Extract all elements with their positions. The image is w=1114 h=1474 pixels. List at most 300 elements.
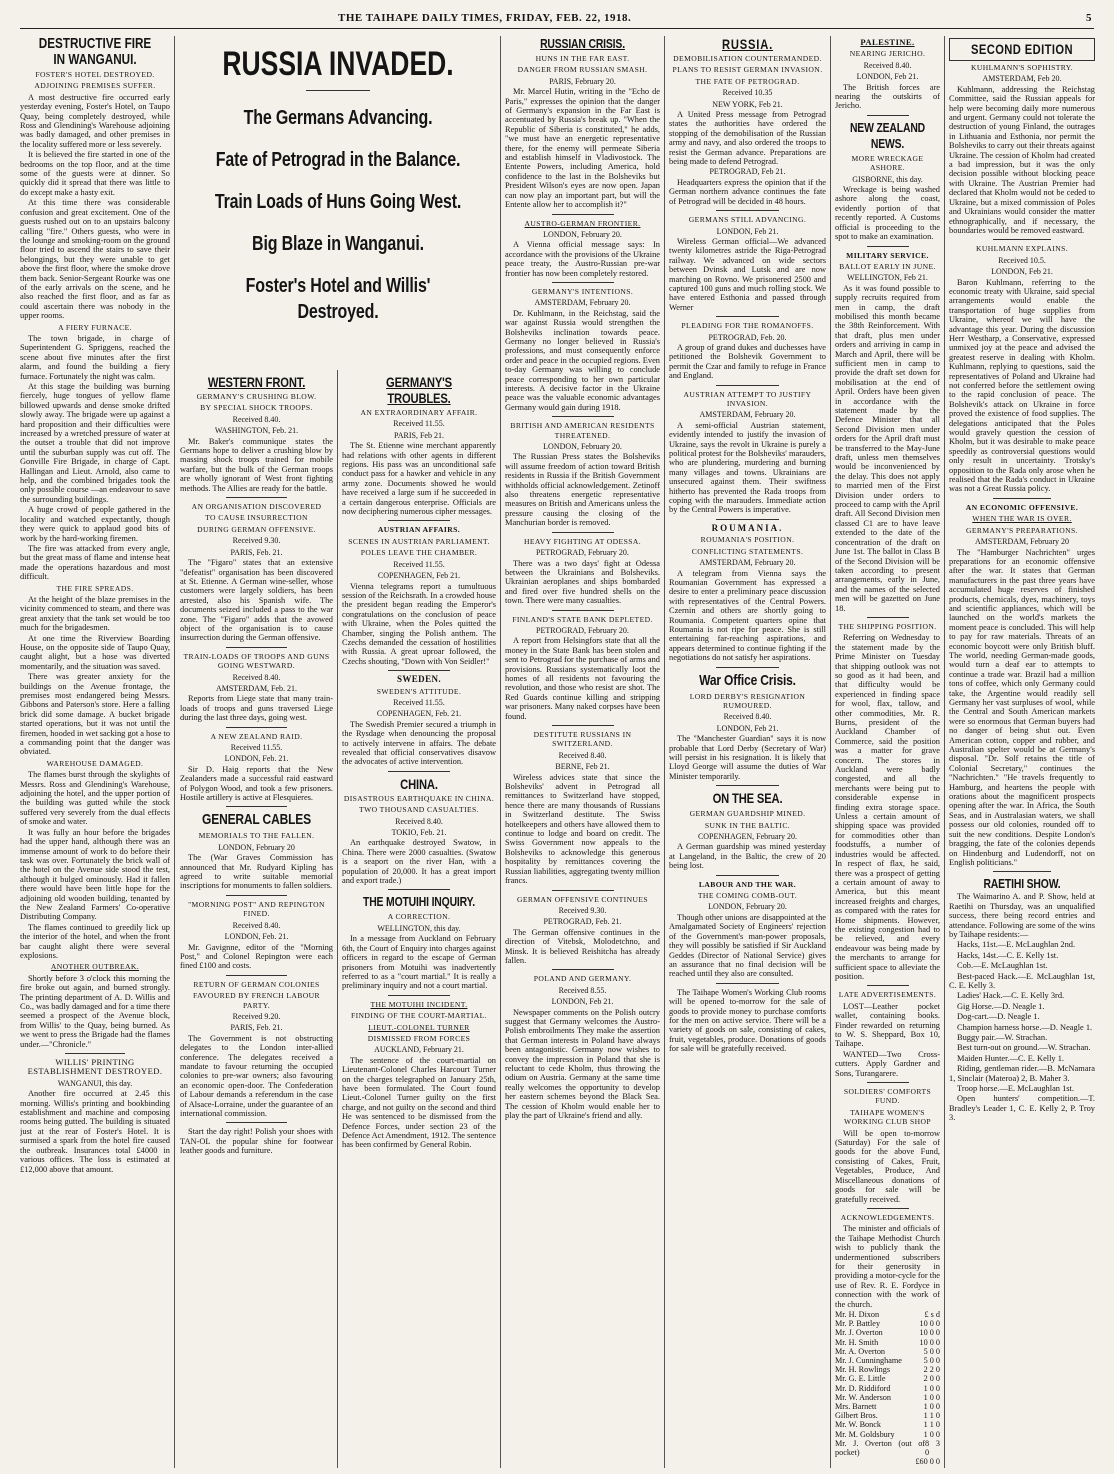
- divider: [226, 895, 287, 896]
- article-paragraph: Wireless German official—We advanced twenty kilometres astride the Riga-Petrograd railway. We advanced on wide sectors between Dvinsk and Lutsk and are now marching on Rovno. We prisonered 2500 and captured 100 guns and much rolling stock. We have entered Esthonia and passed through Werner: [669, 236, 826, 312]
- headline: GERMANY'S TROUBLES.: [386, 374, 452, 406]
- headline: ON THE SEA.: [712, 790, 783, 807]
- column-6: [835, 36, 940, 1468]
- banner-line: Foster's Hotel and Willis' Destroyed.: [245, 275, 431, 323]
- donor-amount: 1 0 0: [923, 1392, 940, 1402]
- donor-row: [835, 1347, 940, 1356]
- headline: WESTERN FRONT.: [207, 374, 306, 390]
- dateline: PARIS, February 20.: [549, 76, 616, 86]
- subhead: THE MOTUIHI INCIDENT.: [370, 999, 468, 1009]
- article-paragraph: An earthquake destroyed Swatow, in China. There were 2000 casualties. (Swatow is a seaport on the river Han, with a population of 20,000. It has a great import and export trade.): [342, 838, 496, 886]
- received-time: Received 11.55.: [393, 697, 445, 707]
- article-paragraph: In a message from Auckland on February 6th, the Court of Enquiry into charges against officers in regard to the escape of German prisoners from Motuihi was inadvertently referred to as a "court martial." It is really a preliminary inquiry and not a court martial.: [342, 934, 496, 991]
- subhead: THE FIRE SPREADS.: [56, 583, 134, 593]
- divider: [226, 806, 287, 807]
- divider: [388, 889, 450, 890]
- donor-row: [835, 1365, 940, 1374]
- article-paragraph: The St. Etienne wine merchant apparently had relations with other agents in different regions. His pass was an unconditional safe conduct pass for a hawker and vehicle in any army zone. Documents showed he would have received a large sum if he succeeded in a certain dangerous enterprise. Officials are now deciphering numerous cipher messages.: [342, 441, 496, 517]
- headline: RAETIHI SHOW.: [983, 876, 1061, 892]
- article-paragraph: A group of grand dukes and duchesses have petitioned the Bolshevik Government to permit the Czar and family to refuge in France and England.: [669, 342, 826, 381]
- show-result: Best turn-out on ground.—W. Strachan.: [957, 1043, 1091, 1053]
- classified-ad: WANTED—Two Cross-cutters. Apply Gardner and Sons, Turangarere.: [835, 1049, 940, 1078]
- dateline: NEW YORK, Feb 21.: [712, 99, 783, 109]
- divider: [226, 497, 287, 498]
- received-time: Received 8.55.: [558, 985, 607, 995]
- dateline: COPENHAGEN, Feb. 21.: [376, 709, 462, 719]
- subhead: DISMISSED FROM FORCES: [367, 1033, 471, 1043]
- received-time: Received 8.40.: [232, 920, 281, 930]
- article-paragraph: At the height of the blaze premises in the vicinity commenced to steam, and there was great anxiety that the tank set would be too much for the brigadesmen.: [20, 594, 170, 633]
- subhead: HUNS IN THE FAR EAST.: [535, 54, 630, 63]
- subhead: POLES LEAVE THE CHAMBER.: [360, 548, 478, 558]
- article-paragraph: Mr. Gavignne, editor of the "Morning Post," and Colonel Repington were each fined £100 and costs.: [180, 942, 333, 971]
- article-paragraph: Newspaper comments on the Polish outcry suggest that Germany welcomes the Austro-Polish embroilments They make the assertion that German interests in Poland have always been antagonistic. Germany now wishes to convey the impression in Poland that she is reluctant to cede Kholm, thus throwing the odium on Austria. Germany at the same time really welcomes the opportunity to develop her eastern schemes beyond the Black Sea. The cession of Kholm would enable her to play the part of Ukraine's friend and ally.: [505, 1007, 660, 1121]
- divider: [552, 282, 614, 283]
- show-result: Maiden Hunter.—C. E. Kelly 1.: [957, 1053, 1064, 1063]
- subhead: LORD DERBY'S RESIGNATION RUMOURED.: [689, 691, 806, 710]
- donor-name: Mr. H. Dixon: [835, 1309, 880, 1319]
- dateline: AMSTERDAM, February 20.: [699, 410, 796, 420]
- article-paragraph: The Government is not obstructing delegates to the London inter-allied conference. The delegates received a mandate to favour returning the occupied colonies to pre-war owners; also favouring an economic open-door. The Confederation of Labour demands a referendum in the case of Alsace-Lorraine, under the guarantee of an international commission.: [180, 1033, 333, 1118]
- dateline: AMSTERDAM, February 20.: [534, 298, 631, 308]
- received-time: Received 8.40.: [723, 712, 772, 722]
- article-paragraph: The "Manchester Guardian" says it is now probable that Lord Derby (Secretary of War) will persist in his resignation. It is likely that Lloyd George will assume the duties of War Minister temporarily.: [669, 734, 826, 781]
- donor-row: [835, 1310, 940, 1319]
- column-7: [949, 36, 1095, 1468]
- dateline: LONDON, Feb 21.: [716, 723, 779, 733]
- subhead: NEARING JERICHO.: [849, 49, 926, 59]
- dateline: PARIS, Feb. 21.: [230, 547, 283, 557]
- dateline: LONDON, Feb. 21.: [224, 754, 289, 764]
- column-1: [20, 36, 170, 1468]
- show-result: Troop horse.—E. McLaughlan 1st.: [957, 1084, 1074, 1094]
- subhead: DANGER FROM RUSSIAN SMASH.: [517, 65, 648, 75]
- subhead: DURING GERMAN OFFENSIVE.: [197, 524, 316, 534]
- banner-line: Train Loads of Huns Going West.: [214, 191, 462, 213]
- dateline: PETROGRAD, Feb. 20.: [708, 332, 787, 342]
- article-paragraph: Referring on Wednesday to the statement made by the Prime Minister on Tuesday that shipping outlook was not so good as it had been, and that difficulty would be experienced in finding space for wool, flax, tallow, and other commodities, Mr. R. Burns, president of the Auckland Chamber of Commerce, said the position was a matter for grave concern. The stores in Auckland were badly congested, and all the merchants were being put to considerable expense in finding extra storage space. Unless a certain amount of shipping space was provided for commodities other than foodstuffs, a number of industries would be affected. In respect of flax, he said, there was a prospect of getting a certain amount of away to America, but this meant increased freights and charges, as compared with the rates for Home shipments. However, the existing congestion had to be relieved, and every endeavour was being made by the merchants to arrange for sufficient space to alleviate the position.: [835, 633, 940, 981]
- column-rule: [337, 370, 338, 1468]
- divider: [552, 532, 614, 533]
- donor-amount: £ s d: [924, 1309, 940, 1319]
- received-time: Received 10.5.: [998, 255, 1046, 265]
- article-paragraph: Reports from Liege state that many train-loads of troops and guns traversed Liege during the last three days, going west.: [180, 694, 333, 723]
- subhead: GERMAN GUARDSHIP MINED.: [689, 809, 806, 819]
- subhead: GERMANY'S CRUSHING BLOW.: [196, 392, 317, 401]
- donor-amount: 5 0 0: [923, 1346, 940, 1356]
- dateline: LONDON, Feb 21.: [991, 267, 1053, 277]
- divider: [716, 875, 779, 876]
- article-paragraph: There was greater anxiety for the buildings on the Avenue frontage, the premises most endangered being Messrs. Gibbons and Paterson's store. Here a falling brick did some damage. A bucket brigade started operations, but it was not until the firemen, hooded in wet sacking got a hose to a commanding point that the danger was obviated.: [20, 672, 170, 757]
- article-paragraph: The Taihape Women's Working Club rooms will be opened to-morrow for the sale of goods to provide money to purchase comforts for the men on active service. There will be a variety of goods on sale, consisting of cakes, fruit, vegetables, produce. Donations of goods for sale will be gratefully received.: [669, 987, 826, 1054]
- dateline: AMSTERDAM, Feb 20.: [982, 74, 1062, 84]
- article-paragraph: Kuhlmann, addressing the Reichstag Committee, said the Russian appeals for help were becoming daily more numerous and urgent. Germany could not tolerate the destruction of young Finland, the outrages in Lithuania and Esthonia, nor permit the Bolsheviks to carry out their threats against Ukraine. The cession of Kholm had created a bad impression, but it was the only decision possible without blocking peace with Ukraine. The Austrian Premier had declared that Kholm would not be ceded to Ukraine, but a mixed commission of Poles and Ukrainians would consider the matter ethnographically, and if necessary, the boundaries would be removed eastward.: [949, 84, 1095, 235]
- dateline: WASHINGTON, Feb. 21.: [214, 426, 299, 436]
- divider: [993, 239, 1051, 240]
- subhead: MORE WRECKAGE ASHORE.: [851, 153, 924, 173]
- donor-amount: 1 0 0: [923, 1383, 940, 1393]
- donor-row: [835, 1374, 940, 1383]
- article-paragraph: The flames burst through the skylights of Messrs. Ross and Glendining's Warehouse, adjoining the hotel, and the upper portion of the building was gutted while the stock suffered very severely from the dual effects of smoke and water.: [20, 770, 170, 827]
- article-paragraph: The minister and officials of the Taihape Methodist Church wish to publicly thank the undermentioned subscribers for their generosity in providing a motor-cycle for the use of Rev. R. E. Fordyce in connection with the work of the church.: [835, 1224, 940, 1309]
- column-5: [669, 36, 826, 1468]
- article-paragraph: Sir D. Haig reports that the New Zealanders made a successful raid eastward of Polygon Wood, and took a few prisoners. Hostile artillery is active at Flesquieres.: [180, 764, 333, 803]
- subhead: DESTITUTE RUSSIANS IN SWITZERLAND.: [533, 730, 632, 749]
- subhead: TAIHAPE WOMEN'S WORKING CLUB SHOP: [844, 1107, 931, 1127]
- dateline: PARIS, Feb. 21.: [230, 1023, 283, 1033]
- received-time: Received 8.40.: [395, 816, 443, 826]
- banner-line: The Germans Advancing.: [243, 107, 433, 129]
- front-banner: [180, 36, 496, 366]
- article-paragraph: Mr. Baker's communique states the Germans hope to deliver a crushing blow by massing shock troops trained for mobile warfare, but the bulk of the German troops are wholly ignorant of West front fighting methods. The Allies are ready for the battle.: [180, 436, 333, 493]
- divider: [65, 1053, 125, 1054]
- donor-amount: 2 0 0: [923, 1374, 940, 1384]
- donor-name: Mr. D. Riddiford: [835, 1383, 891, 1393]
- donor-name: Mr. P. Battley: [835, 1319, 881, 1329]
- column-rule: [174, 36, 175, 1468]
- page-number: 5: [1086, 12, 1092, 24]
- show-result: Cob.—E. McLaughlan 1st.: [957, 961, 1048, 971]
- article-paragraph: Baron Kuhlmann, referring to the economic treaty with Ukraine, said special arrangements would enable the transportation of huge supplies from Ukraine, whereof we will have the advantage this year. During the discussion Herr Westharp, a Conservative, expressed unmixed joy at the peace and advised the greatest reserve in dealing with Kholm. Kuhlmann, replying to questions, said the representatives of Poland and Ukraine had not conferred before the settlement owing to the rapid conclusion of peace. The Bolshevik's attack on Ukraine in force proved the existence of food supplies. The delegations anticipated that the Poles would gravely question the cession of Kholm, but it was desirable to make peace speedily as controversial questions would only result in uncertainty. Trotsky's opposition to the Rada only arose when he realised that the Rada's conduct in Ukraine was not a Great Russia policy.: [949, 277, 1095, 494]
- article-paragraph: Though other unions are disappointed at the Amalgamated Society of Engineers' rejection of the Government's man-power proposals, they will possibly be satisfied if Sir Auckland Geddes (Director of National Service) gives an assurance that no final decision will be reached until they also are consulted.: [669, 912, 826, 979]
- divider: [867, 985, 909, 986]
- divider: [388, 995, 450, 996]
- show-result: Open hunters' competition.—T. Bradley's Leader 1, C. E. Kelly 2, P. Troy 3.: [949, 1094, 1095, 1123]
- donor-row: [835, 1319, 940, 1328]
- divider: [552, 416, 614, 417]
- donor-row: [835, 1356, 940, 1365]
- dateline: LONDON, Feb 21.: [716, 226, 779, 236]
- headline: CHINA.: [400, 775, 438, 792]
- donor-name: Mr. J. Overton (out of pocket): [835, 1438, 926, 1458]
- subhead: CONFLICTING STATEMENTS.: [691, 546, 804, 556]
- donor-name: Mr. H. Smith: [835, 1337, 879, 1347]
- divider: [867, 617, 909, 618]
- headline: THE MOTUIHI INQUIRY.: [363, 894, 475, 910]
- article-paragraph: Mr. Marcel Hutin, writing in the "Echo de Paris," expresses the opinion that the danger of Germany's expansion in the Far East is accentuated by Russia's break up. "When the Republic of Siberia is constituted," he adds, "we must have an energetic representative there, for the enemy will permeate Siberia and establish himself in Vladivostock. The Entente Powers, including America, hold confidence to the last in the Bolsheviks but President Wilson's eyes are now open. Japan can now play an important part, but will the Entente allow her to accomplish it?": [505, 87, 660, 210]
- subhead: BRITISH AND AMERICAN RESIDENTS THREATENED.: [510, 421, 655, 440]
- dateline: LONDON, Feb. 21.: [224, 932, 289, 942]
- divider: [716, 385, 779, 386]
- subhead: DISASTROUS EARTHQUAKE IN CHINA.: [343, 793, 495, 803]
- article-paragraph: A telegram from Vienna says the Roumanian Government has expressed a desire to enter a preliminary peace discussion with representatives of the Central Powers. Czernin and others are shortly going to Roumania. Competent quarters opine that Roumania is not ripe for peace. She is still entertaining far-reaching aspirations, and appears determined to continue fighting if the negotiations do not satisfy her aspirations.: [669, 568, 826, 663]
- divider: [716, 316, 779, 317]
- subhead: ACKNOWLEDGEMENTS.: [840, 1212, 935, 1222]
- donor-name: Mr. J. Overton: [835, 1328, 883, 1338]
- column-3: [342, 374, 496, 1468]
- divider: [226, 647, 287, 648]
- divider: [552, 969, 614, 970]
- divider: [226, 1122, 287, 1123]
- headline: SECOND EDITION: [970, 41, 1074, 57]
- divider: [552, 725, 614, 726]
- second-edition-box: [949, 38, 1095, 61]
- subhead: AUSTRIAN AFFAIRS.: [377, 525, 461, 535]
- article-paragraph: There was a two days' fight at Odessa between the Ukrainians and Bolsheviks. Ukrainian aeroplanes and ships bombarded and fired over five hundred shells on the town. There were many casualties.: [505, 558, 660, 606]
- subhead: TWO THOUSAND CASUALTIES.: [359, 805, 479, 815]
- divider: [716, 519, 779, 520]
- column-rule: [664, 36, 665, 1468]
- dateline: TOKIO, Feb. 21.: [391, 828, 447, 838]
- divider: [716, 983, 779, 984]
- subhead: GERMANY'S PREPARATIONS.: [966, 525, 1078, 535]
- subhead: MEMORIALS TO THE FALLEN.: [198, 831, 315, 841]
- divider: [716, 210, 779, 211]
- subhead: WHEN THE WAR IS OVER.: [972, 514, 1072, 524]
- dateline: LONDON, February 20.: [543, 229, 622, 239]
- subhead: BALLOT EARLY IN JUNE.: [839, 261, 936, 271]
- divider: [867, 1082, 909, 1083]
- subhead: ADJOINING PREMISES SUFFER.: [34, 81, 156, 91]
- subhead: SWEDEN'S ATTITUDE.: [376, 686, 462, 696]
- divider: [552, 610, 614, 611]
- subhead: "MORNING POST" AND REPINGTON FINED.: [188, 899, 325, 919]
- headline-destructive-fire: DESTRUCTIVE FIRE IN WANGANUI.: [38, 36, 152, 68]
- subhead: AN ECONOMIC OFFENSIVE.: [965, 502, 1079, 512]
- article-paragraph: Vienna telegrams report a tumultuous session of the Reichsrath. In a crowded house the president began reading the Emperor's congratulations on the conclusion of peace with Ukraine, when the Poles quitted the Chamber, singing the Polish anthem. The Czechs demanded the cessation of hostilities with Russia. A great uproar followed, the Czechs shouting, "Down with Von Seidler!": [342, 581, 496, 666]
- headline: GENERAL CABLES: [202, 811, 311, 829]
- divider: [388, 670, 450, 671]
- divider: [716, 785, 779, 786]
- donor-row: [835, 1430, 940, 1439]
- banner-headline: RUSSIA INVADED.: [222, 45, 454, 83]
- subhead: WAREHOUSE DAMAGED.: [46, 758, 144, 768]
- article-paragraph: A huge crowd of people gathered in the locality and watched expectantly, though they were quick to applaud good bits of work by the hard-working firemen.: [20, 505, 170, 543]
- article-paragraph: Dr. Kuhlmann, in the Reichstag, said the war against Russia would strengthen the Bolsheviks inclination towards peace. Germany no longer believed in Russia's professions, and must consequently enforce order and peace in the occupied regions. Even to-day Germany was willing to conclude peace corresponding to her own particular interests. A decisive factor in the Ukraine peace was the valuable economic advantages Germany would gain during 1918.: [505, 308, 660, 412]
- divider: [552, 890, 614, 891]
- article-paragraph: A semi-official Austrian statement, evidently intended to justify the invasion of Ukraine, says the revolt in Ukraine is purely a political protest for the Bolsheviks' marauders, who are plundering, murdering and burning many villages and towns. Ukrainians are unsecured against them. Their swiftness hitherto has prevented the Rada troops from coping with the marauders. Immediate action by the Central Powers is imperative.: [669, 420, 826, 515]
- subhead: LIEUT.-COLONEL TURNER: [368, 1022, 470, 1032]
- dateline: WANGANUI, this day.: [57, 1078, 133, 1088]
- show-result: Riding, gentleman rider.—B. McNamara 1, Sinclair (Materoa) 2, B. Maher 3.: [949, 1064, 1095, 1083]
- donor-name: Mr. W. Bonck: [835, 1420, 881, 1430]
- subhead: A FIERY FURNACE.: [58, 322, 132, 332]
- subhead: PLEADING FOR THE ROMANOFFS.: [681, 321, 814, 331]
- donor-amount: 2 2 0: [923, 1365, 940, 1375]
- dateline: AMSTERDAM, February 20.: [699, 558, 796, 568]
- banner-line: Big Blaze in Wanganui.: [252, 233, 424, 255]
- show-result: Hacks, 11st.—E. McLaughlan 2nd.: [957, 940, 1076, 950]
- donor-amount: 10 0 0: [919, 1319, 940, 1329]
- subhead: AN EXTRAORDINARY AFFAIR.: [360, 408, 478, 417]
- divider: [388, 520, 450, 521]
- dateline: LONDON, February 20.: [543, 442, 622, 452]
- article-paragraph: Wreckage is being washed ashore along the coast, evidently portion of that recently reported. A Customs official is proceeding to the spot to make an examination.: [835, 185, 940, 242]
- received-time: Received 11.55.: [393, 559, 445, 569]
- subhead: THE FATE OF PETROGRAD.: [695, 76, 800, 86]
- received-time: Received 8.40.: [232, 414, 281, 424]
- received-time: Received 9.20.: [232, 1011, 281, 1021]
- dateline: LONDON, Feb 21.: [551, 997, 614, 1007]
- column-rule: [944, 36, 945, 1468]
- divider: [306, 90, 369, 91]
- article-paragraph: It is believed the fire started in one of the bedrooms on the top floor, and at the time some of the guests were at dinner. So quickly did it spread that there was little to do except make a hasty exit.: [20, 150, 170, 197]
- column-rule: [500, 36, 501, 1468]
- banner-line: Fate of Petrograd in the Balance.: [215, 149, 461, 171]
- show-result: Gig Horse.—D. Neagle 1.: [957, 1001, 1045, 1011]
- divider: [867, 1208, 909, 1209]
- subhead: AN ORGANISATION DISCOVERED: [191, 502, 322, 512]
- subhead: LATE ADVERTISEMENTS.: [838, 990, 937, 1000]
- subhead: FOSTER'S HOTEL DESTROYED.: [35, 70, 155, 79]
- subhead: KUHLMANN EXPLAINS.: [976, 244, 1068, 254]
- article-paragraph: At this time there was considerable confusion and great excitement. One of the guests rushed out on to an upstairs balcony calling "fire." Others guests, who were in the lounge and smoking-room on the ground floor tried to ascend the stairs to save their belongings, but they were unable to get above the first floor, where the smoke drove them back. Senior-Sergeant Rourke was one of the early arrivals on the scene, and he also reached the first floor, and as far as could ascertain there was nobody in the upper rooms.: [20, 198, 170, 321]
- show-result: Best-paced Hack.—E. McLaughlan 1st, C. E. Kelly 3.: [949, 971, 1095, 990]
- donor-name: Mr. A. Overton: [835, 1346, 886, 1356]
- subhead: SUNK IN THE BALTIC.: [704, 820, 791, 830]
- donor-amount: 1 1 0: [923, 1420, 940, 1430]
- headline: RUSSIAN CRISIS.: [540, 36, 625, 51]
- subhead: KUHLMANN'S SOPHISTRY.: [970, 63, 1074, 72]
- subhead: GERMANS STILL ADVANCING.: [688, 215, 807, 225]
- article-paragraph: A most destructive fire occurred early yesterday evening, Foster's Hotel, on Taupo Quay, being completely destroyed, while Ross and Glendining's Warehouse adjoining was badly damaged, and other premises in the locality suffered more or less severely.: [20, 92, 170, 149]
- donor-row: [835, 1402, 940, 1411]
- donor-total: £60 0 0: [915, 1457, 940, 1467]
- dateline: LONDON, February 20.: [708, 902, 787, 912]
- article-paragraph: Headquarters express the opinion that if the German northern advance continues the fate of Petrograd will be decided in 48 hours.: [669, 177, 826, 206]
- headline: NEW ZEALAND NEWS.: [849, 119, 926, 151]
- subhead: LABOUR AND THE WAR.: [698, 879, 797, 889]
- dateline: BERNE, Feb 21.: [555, 762, 610, 772]
- donor-name: Mr. W. Anderson: [835, 1392, 891, 1402]
- divider: [388, 771, 450, 772]
- column-2: [180, 374, 333, 1468]
- received-time: Received 8.40.: [232, 672, 281, 682]
- masthead-title: THE TAIHAPE DAILY TIMES, FRIDAY, FEB. 22, 1918.: [338, 12, 632, 24]
- donor-row: [835, 1328, 940, 1337]
- subhead: AUSTRIAN ATTEMPT TO JUSTIFY INVASION.: [683, 389, 812, 408]
- headline: RUSSIA.: [721, 36, 774, 52]
- dateline: PARIS, Feb 21.: [394, 430, 444, 440]
- article-paragraph: The British forces are nearing the outskirts of Jericho.: [835, 82, 940, 111]
- show-result: Dog-cart.—D. Neagle 1.: [957, 1012, 1040, 1022]
- donor-name: Mr. M. Goldsbury: [835, 1429, 895, 1439]
- subhead: TO CAUSE INSURRECTION: [205, 513, 308, 523]
- divider: [552, 214, 614, 215]
- divider: [226, 975, 287, 976]
- headline: PALESTINE.: [860, 37, 915, 47]
- subhead: DEMOBILISATION COUNTERMANDED.: [673, 54, 822, 63]
- subhead: HEAVY FIGHTING AT ODESSA.: [523, 536, 642, 546]
- article-paragraph: The "Figaro" states that an extensive "defeatist" organisation has been discovered at St. Etienne. A German wine-seller, whose customers were largely soldiers, has been arrested, also his Spanish wife. The documents seized included a pass to the war zone. The "Figaro" adds that the avowed object of the organisation is to cause insurrection during the German offensive.: [180, 558, 333, 643]
- donor-amount: 8 3 0: [925, 1438, 940, 1458]
- article-paragraph: At one time the Riverview Boarding House, on the opposite side of Taupo Quay, caught alight, but a hose was diverted momentarily, and the situation was saved.: [20, 633, 170, 671]
- donor-amount: 10 0 0: [919, 1337, 940, 1347]
- subhead: WILLIS' PRINTING ESTABLISHMENT DESTROYED.: [27, 1057, 163, 1077]
- dateline: COPENHAGEN, February 20.: [697, 832, 798, 842]
- subhead: ANOTHER OUTBREAK.: [50, 962, 140, 972]
- article-paragraph: The fire was attacked from every angle, but the great mass of flame and intense heat made the operations hazardous and most difficult.: [20, 543, 170, 582]
- show-results-list: [949, 940, 1095, 1122]
- subhead: MILITARY SERVICE.: [846, 250, 929, 260]
- article-paragraph: The Swedish Premier secured a triumph in the Rysdage when denouncing the proposal to actively intervene in affairs. The debate revealed that official conservatives disavow the advocates of active intervention.: [342, 719, 496, 767]
- dateline: WELLINGTON, Feb 21.: [847, 273, 928, 283]
- received-time: Received 11.55.: [393, 419, 445, 429]
- divider: [993, 498, 1051, 499]
- dateline: GISBORNE, this day.: [852, 174, 923, 184]
- subhead: SWEDEN.: [396, 674, 442, 685]
- donor-row: [835, 1439, 940, 1457]
- classified-ad: LOST—Leather pocket wallet, containing books. Finder rewarded on returning to W. S. Sheppard, Box 10, Taihape.: [835, 1001, 940, 1049]
- dateline: AMSTERDAM, February 20: [975, 537, 1069, 547]
- subhead: THE SHIPPING POSITION.: [838, 621, 937, 631]
- article-paragraph: The Waimarino A. and P. Show, held at Raetihi on Thursday, was an unqualified success, there being record entries and attendance. Following are some of the wins by Taihape residents:—: [949, 892, 1095, 939]
- subhead: RETURN OF GERMAN COLONIES: [193, 979, 320, 989]
- received-time: Received 11.55.: [230, 743, 283, 752]
- dateline: PETROGRAD, Feb 21.: [709, 167, 786, 177]
- donor-amount: 1 0 0: [923, 1429, 940, 1439]
- donor-row: [835, 1420, 940, 1429]
- article-paragraph: The (War Graves Commission has announced that Mr. Rudyard Kipling has agreed to write suitable memorial inscriptions for monuments to fallen soldiers.: [180, 853, 333, 891]
- article-paragraph: Wireless advices state that since the Bolsheviks' advent in Petrograd all remittances to Switzerland have stopped, hence there are many thousands of Russians in Switzerland destitute. The Swiss hotelkeepers and others have allowed them to continue to lodge and board on credit. The Swiss Government now appeals to the Bolsheviks to acknowledge this generous hospitality by remittances covering the Russian liabilities, aggregating twenty million francs.: [505, 772, 660, 886]
- divider: [867, 115, 909, 116]
- subhead: A NEW ZEALAND RAID.: [210, 731, 303, 741]
- article-paragraph: The flames continued to greedily lick up the interior of the hotel, and when the front bar caught alight there were several explosions.: [20, 922, 170, 960]
- divider: [716, 667, 779, 668]
- subhead: GERMANY'S INTENTIONS.: [531, 286, 634, 296]
- show-result: Buggy pair.—W. Strachan.: [957, 1033, 1048, 1042]
- article-paragraph: A German guardship was mined yesterday at Langeland, in the Baltic, the crew of 20 being lost.: [669, 842, 826, 871]
- subhead: FINDING OF THE COURT-MARTIAL.: [351, 1011, 487, 1021]
- dateline: LONDON, February 20: [218, 842, 295, 852]
- donor-amount: 1 1 0: [923, 1411, 940, 1421]
- show-result: Ladies' Hack.—C. E. Kelly 3rd.: [957, 991, 1065, 1001]
- subhead: SOLDIERS' COMFORTS FUND.: [843, 1087, 932, 1106]
- donor-name: Mr. H. Rowlings: [835, 1365, 891, 1375]
- dateline: AMSTERDAM, Feb. 21.: [215, 683, 298, 693]
- masthead: [20, 8, 1094, 29]
- article-paragraph: A Vienna official message says: In accordance with the provisions of the Ukraine peace treaty, the Austro-Russian pre-war frontier has now been completely restored.: [505, 240, 660, 278]
- divider: [867, 246, 909, 247]
- article-paragraph: A United Press message from Petrograd states the authorities have ordered the stopping of the demobilisation of the Russian army and navy, and also ordered the troops to resist the German advance. Preparations are being made to defend Petrograd.: [669, 110, 826, 167]
- subhead: PLANS TO RESIST GERMAN INVASION.: [672, 65, 823, 75]
- show-result: Champion harness horse.—D. Neagle 1.: [957, 1022, 1093, 1032]
- donor-amount: 5 0 0: [923, 1355, 940, 1365]
- dateline: LONDON, Feb 21.: [856, 72, 919, 82]
- donor-name: Mr. J. Cunninghame: [835, 1355, 902, 1365]
- article-paragraph: The German offensive continues in the direction of Vitebsk, Molodetchno, and Minsk. It is believed Reishitcha has already fallen.: [505, 927, 660, 965]
- dateline: COPENHAGEN, Feb 21.: [377, 571, 461, 581]
- subhead: ROUMANIA'S POSITION.: [700, 535, 795, 545]
- donor-row: [835, 1384, 940, 1393]
- donor-amount: 10 0 0: [919, 1328, 940, 1338]
- donor-row: [835, 1411, 940, 1420]
- article-paragraph: Will be open to-morrow (Saturday) For the sale of goods for the above Fund, consisting of Cakes, Fruit, Vegetables, Produce, And Miscellaneous donations of goods for sale will be gratefully received.: [835, 1128, 940, 1204]
- dateline: PETROGRAD, Feb. 21.: [543, 917, 622, 927]
- subhead: POLAND AND GERMANY.: [533, 974, 632, 984]
- subhead: FINLAND'S STATE BANK DEPLETED.: [512, 614, 653, 624]
- donor-row: [835, 1393, 940, 1402]
- article-paragraph: Another fire occurred at 2.45 this morning. Willis's printing and bookbinding establishment and machine and composing rooms being gutted. The building is situated just at the rear of Foster's Hotel. It is surmised a spark from the hotel fire caused the outbreak. Insurances total £4000 in various offices. The loss is estimated at £12,000 above that amount.: [20, 1089, 170, 1174]
- subhead: AUSTRO-GERMAN FRONTIER.: [524, 218, 641, 228]
- dateline: AUCKLAND, February 21.: [374, 1045, 464, 1055]
- article-paragraph: As it was found possible to supply recruits required from men in camp, the draft mobilised this month became the 38th Reinforcement. With that draft, plus men under orders and arriving in camp in March and April, there will be sufficient men in camp to provide the draft set down for mobilisation at the end of April. Orders have been given in accordance with the statement made by the Defence Minister that all Second Division men under orders for the April draft must be transferred to the May-June draft, unless men themselves would be inconvenienced by the delay. This does not apply to married men of the First Division under orders to proceed to camp with the April draft. All Second Division men classed C1 are to have leave extended to the date of the concentration of the draft on June 1st. The ballot in Class B of the Second Division will be taken according to present arrangements, early in June, and the names of the selected men will be gazetted on June 18.: [835, 283, 940, 613]
- advertisement: Start the day right! Polish your shoes with TAN-OL the popular shine for footwear leather goods and furniture.: [180, 1127, 333, 1156]
- donor-list: [835, 1310, 940, 1457]
- subhead: ROUMANIA.: [711, 522, 784, 533]
- headline: War Office Crisis.: [699, 671, 796, 689]
- article-paragraph: The town brigade, in charge of Superintendent G. Spriggens, reached the scene about five minutes after the first alarm, and found the building a fiery furnace. Fortunately the night was calm.: [20, 333, 170, 381]
- donor-amount: 1 0 0: [923, 1402, 940, 1411]
- column-rule: [830, 36, 831, 1468]
- donor-name: Gilbert Bros.: [835, 1411, 878, 1421]
- dateline: WELLINGTON, this day.: [377, 923, 461, 933]
- dateline: PETROGRAD, February 20.: [536, 548, 629, 558]
- subhead: FAVOURED BY FRENCH LABOUR PARTY.: [193, 991, 320, 1010]
- subhead: A CORRECTION.: [387, 912, 451, 922]
- subhead: TRAIN-LOADS OF TROOPS AND GUNS GOING WESTWARD.: [183, 651, 330, 671]
- subhead: GERMAN OFFENSIVE CONTINUES: [516, 894, 649, 904]
